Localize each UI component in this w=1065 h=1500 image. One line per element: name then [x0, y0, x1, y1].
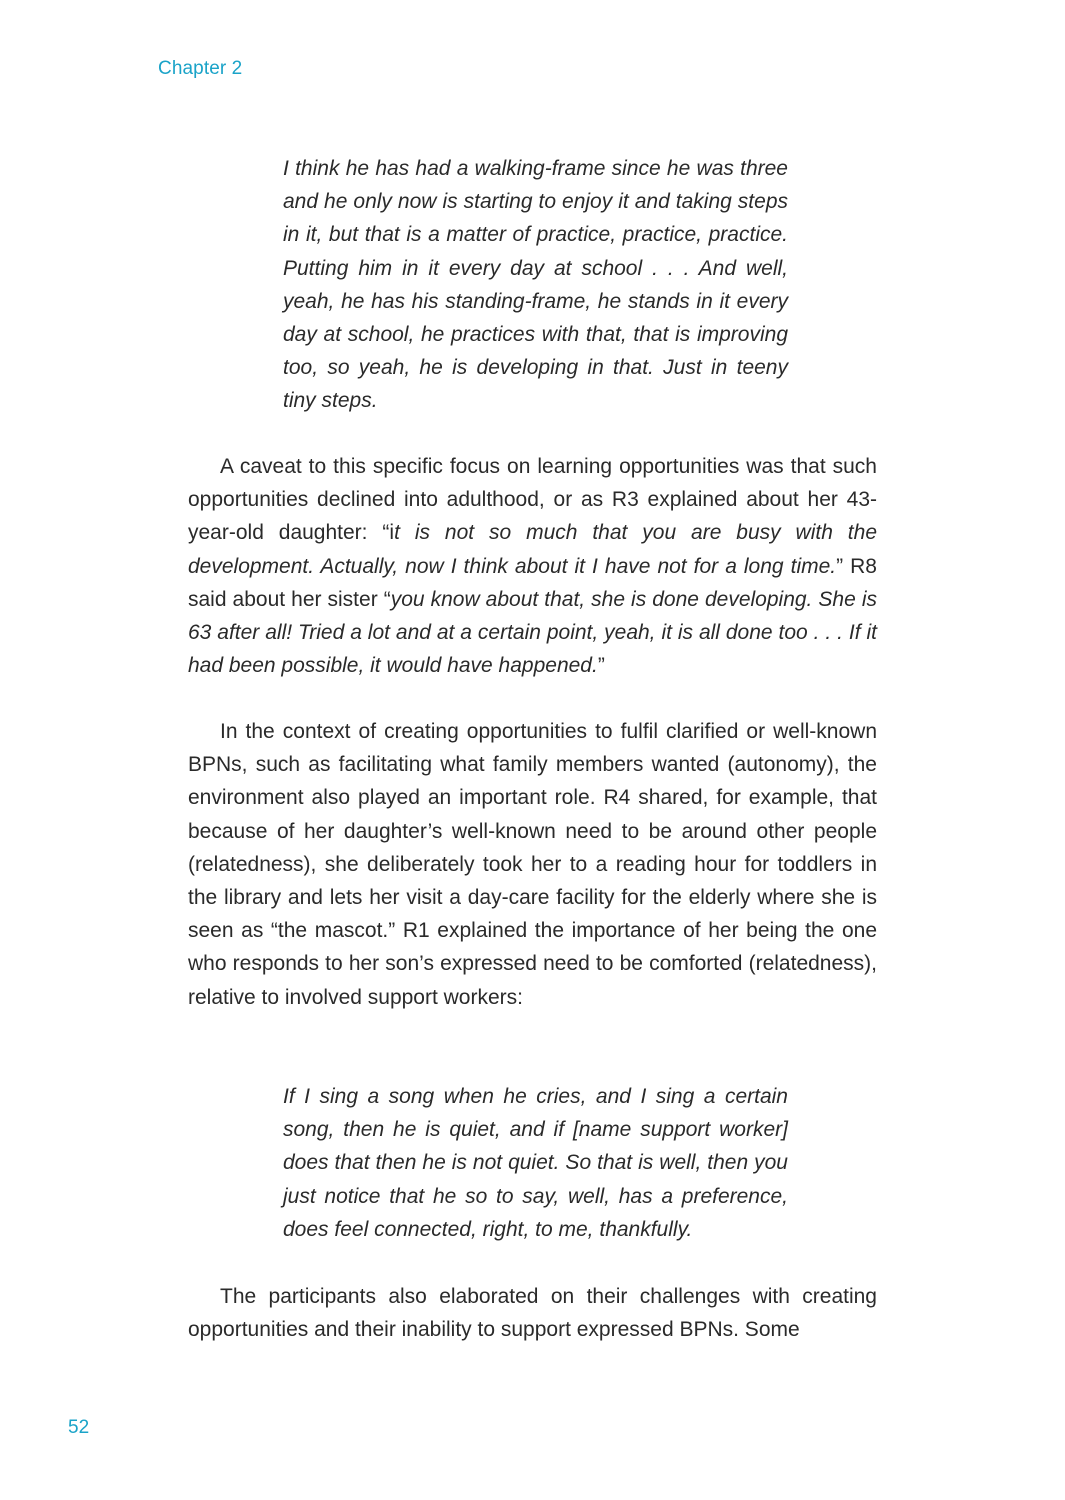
- paragraph-caveat-text-3: ”: [597, 654, 605, 678]
- paragraph-caveat-text-1: A caveat to this specific focus on learning opportunities was that such opportunities declined into adulthood, or as R3 explained about her 43-year-old daughter: “i: [188, 455, 877, 545]
- paragraph-caveat-text-2: ” R8 said about her sister “: [188, 554, 877, 611]
- paragraph-challenges: The participants also elaborated on their challenges with creating opportunities and their inability to support expressed BPNs. Some: [188, 1285, 877, 1342]
- quote-r8-sister: you know about that, she is done developing. She is 63 after all! Tried a lot and at a certain point, yeah, it is all done too . . . If it had been possible, it would have happened.: [188, 587, 877, 678]
- quote-r3-daughter: t is not so much that you are busy with the development. Actually, now I think about it I have not for a long time.: [188, 521, 877, 578]
- running-head-chapter: Chapter 2: [158, 58, 243, 79]
- block-quote-walking-frame: I think he has had a walking-frame since he was three and he only now is starting to enjoy it and taking steps in it, but that is a matter of practice, practice, practice. Putting him in it every day at school . . . And well, yeah, he has his standing-frame, he stands in it every day at school, he practices with that, that is improving too, so yeah, he is developing in that. Just in teeny tiny steps.: [283, 157, 788, 413]
- page-number: 52: [68, 1417, 90, 1438]
- paragraph-environment: In the context of creating opportunities to fulfil clarified or well-known BPNs, such as facilitating what family members wanted (autonomy), the environment also played an important role. R4 shared, for example, that because of her daughter’s well-known need to be around other people (relatedness), she deliberately took her to a reading hour for toddlers in the library and lets her visit a day-care facility for the elderly where she is seen as “the mascot.” R1 explained the importance of her being the one who responds to her son’s expressed need to be comforted (relatedness), relative to involved support workers:: [188, 720, 877, 1009]
- paragraph-caveat: [188, 450, 877, 682]
- block-quote-sing-song: If I sing a song when he cries, and I sing a certain song, then he is quiet, and if [name support worker] does that then he is not quiet. So that is well, then you just notice that he so to say, well, has a preference, does feel connected, right, to me, thankfully.: [283, 1085, 788, 1241]
